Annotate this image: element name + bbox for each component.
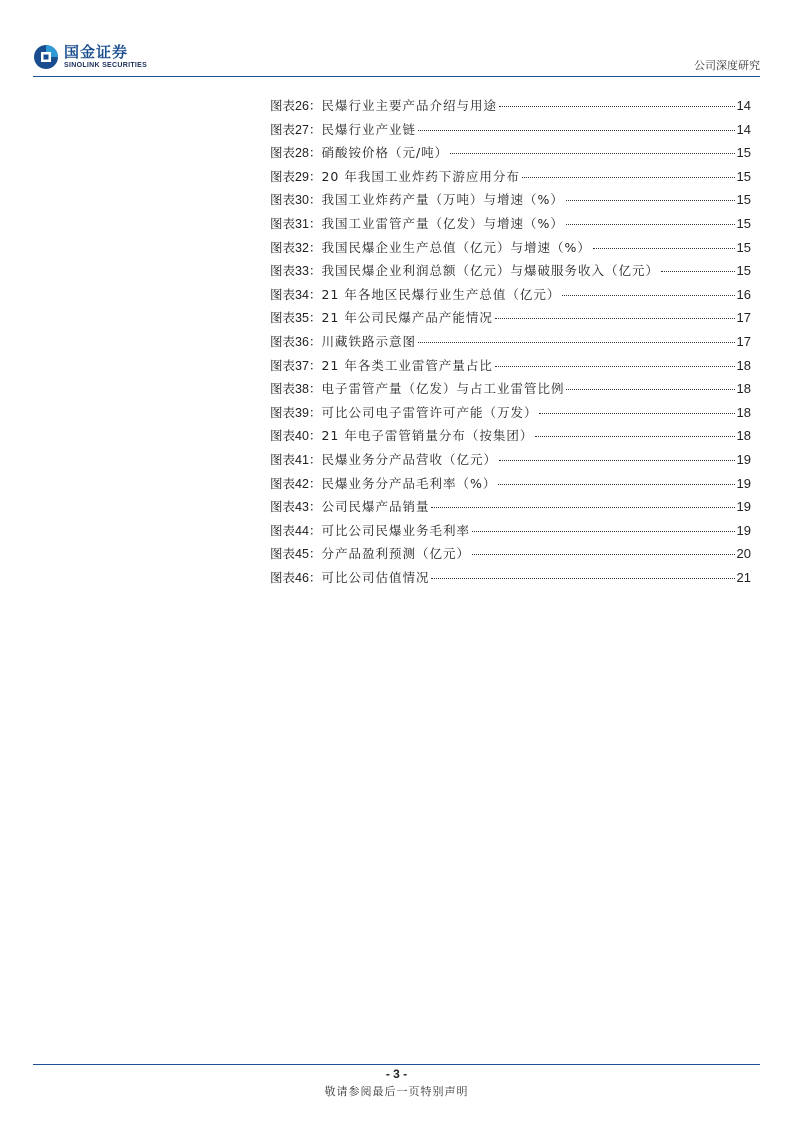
toc-separator: ： — [308, 121, 322, 137]
toc-separator: ： — [308, 263, 322, 279]
toc-title: 20 年我国工业炸药下游应用分布 — [321, 168, 520, 184]
toc-separator: ： — [308, 357, 322, 373]
toc-entry[interactable] — [270, 566, 751, 590]
toc-title: 21 年各类工业雷管产量占比 — [321, 357, 493, 373]
toc-entry[interactable] — [270, 212, 751, 236]
toc-leader-dots — [472, 554, 735, 555]
toc-entry[interactable] — [270, 495, 751, 519]
toc-page-number: 20 — [736, 546, 751, 562]
toc-entry[interactable] — [270, 283, 751, 307]
toc-page-number: 18 — [736, 357, 751, 373]
toc-title: 可比公司民爆业务毛利率 — [321, 522, 470, 538]
toc-leader-dots — [566, 200, 735, 201]
toc-leader-dots — [499, 106, 735, 107]
toc-label: 图表43 — [270, 499, 309, 515]
toc-title: 民爆业务分产品毛利率（%） — [321, 475, 497, 491]
toc-leader-dots — [431, 578, 734, 579]
toc-label: 图表29 — [270, 168, 309, 184]
toc-separator: ： — [308, 215, 322, 231]
toc-label: 图表28 — [270, 145, 309, 161]
toc-page-number: 15 — [736, 145, 751, 161]
toc-title: 我国工业炸药产量（万吨）与增速（%） — [321, 192, 564, 208]
toc-label: 图表40 — [270, 428, 309, 444]
toc-entry[interactable] — [270, 188, 751, 212]
toc-page-number: 18 — [736, 404, 751, 420]
toc-separator: ： — [308, 168, 322, 184]
toc-leader-dots — [499, 460, 735, 461]
toc-page-number: 19 — [736, 475, 751, 491]
toc-page-number: 15 — [736, 239, 751, 255]
toc-page-number: 18 — [736, 381, 751, 397]
toc-separator: ： — [308, 333, 322, 349]
toc-entry[interactable] — [270, 165, 751, 189]
logo-english-name: SINOLINK SECURITIES — [64, 62, 148, 69]
toc-separator: ： — [308, 98, 322, 113]
toc-label: 图表30 — [270, 192, 309, 208]
toc-leader-dots — [472, 531, 735, 532]
toc-label: 图表41 — [270, 451, 309, 467]
toc-leader-dots — [418, 342, 735, 343]
toc-leader-dots — [522, 177, 735, 178]
toc-separator: ： — [308, 428, 322, 444]
toc-title: 民爆业务分产品营收（亿元） — [321, 451, 497, 467]
toc-title: 民爆行业主要产品介绍与用途 — [321, 98, 497, 113]
toc-page-number: 15 — [736, 192, 751, 208]
figure-index-list — [270, 94, 751, 589]
company-logo — [33, 44, 147, 70]
toc-page-number: 16 — [736, 286, 751, 302]
toc-label: 图表34 — [270, 286, 309, 302]
toc-leader-dots — [431, 507, 734, 508]
toc-separator: ： — [308, 310, 322, 326]
toc-page-number: 19 — [736, 451, 751, 467]
toc-leader-dots — [495, 318, 735, 319]
toc-title: 我国民爆企业生产总值（亿元）与增速（%） — [321, 239, 591, 255]
toc-title: 川藏铁路示意图 — [321, 333, 416, 349]
toc-separator: ： — [308, 475, 322, 491]
toc-page-number: 15 — [736, 168, 751, 184]
toc-title: 民爆行业产业链 — [321, 121, 416, 137]
toc-entry[interactable] — [270, 259, 751, 283]
toc-title: 公司民爆产品销量 — [321, 499, 430, 515]
toc-label: 图表26 — [270, 98, 309, 113]
toc-leader-dots — [495, 366, 735, 367]
toc-entry[interactable] — [270, 377, 751, 401]
toc-title: 我国民爆企业利润总额（亿元）与爆破服务收入（亿元） — [321, 263, 659, 279]
toc-leader-dots — [566, 224, 735, 225]
toc-page-number: 17 — [736, 310, 751, 326]
footer-divider — [33, 1064, 760, 1065]
toc-separator: ： — [308, 239, 322, 255]
toc-entry[interactable] — [270, 542, 751, 566]
toc-separator: ： — [308, 145, 322, 161]
toc-page-number: 19 — [736, 522, 751, 538]
toc-separator: ： — [308, 499, 322, 515]
toc-title: 我国工业雷管产量（亿发）与增速（%） — [321, 215, 564, 231]
toc-entry[interactable] — [270, 401, 751, 425]
toc-entry[interactable] — [270, 472, 751, 496]
toc-label: 图表31 — [270, 215, 309, 231]
toc-entry[interactable] — [270, 236, 751, 260]
footer-disclaimer: 敬请参阅最后一页特别声明 — [324, 1085, 469, 1098]
toc-title: 21 年公司民爆产品产能情况 — [321, 310, 493, 326]
toc-label: 图表35 — [270, 310, 309, 326]
toc-page-number: 15 — [736, 215, 751, 231]
toc-title: 硝酸铵价格（元/吨） — [321, 145, 449, 161]
page-header — [33, 44, 760, 76]
toc-page-number: 14 — [736, 121, 751, 137]
page-number: - 3 - — [385, 1067, 408, 1081]
toc-label: 图表38 — [270, 381, 309, 397]
toc-leader-dots — [593, 248, 735, 249]
toc-label: 图表32 — [270, 239, 309, 255]
toc-page-number: 17 — [736, 333, 751, 349]
toc-leader-dots — [498, 484, 734, 485]
toc-label: 图表44 — [270, 522, 309, 538]
toc-entry[interactable] — [270, 424, 751, 448]
toc-separator: ： — [308, 522, 322, 538]
header-divider — [33, 76, 760, 77]
toc-title: 分产品盈利预测（亿元） — [321, 546, 470, 562]
toc-entry[interactable] — [270, 330, 751, 354]
toc-separator: ： — [308, 286, 322, 302]
toc-label: 图表36 — [270, 333, 309, 349]
toc-leader-dots — [418, 130, 735, 131]
toc-page-number: 14 — [736, 98, 751, 113]
toc-entry[interactable] — [270, 448, 751, 472]
toc-page-number: 18 — [736, 428, 751, 444]
toc-title: 电子雷管产量（亿发）与占工业雷管比例 — [321, 381, 565, 397]
logo-chinese-name: 国金证券 — [64, 43, 129, 61]
toc-entry[interactable] — [270, 141, 751, 165]
toc-entry[interactable] — [270, 306, 751, 330]
toc-entry[interactable] — [270, 118, 751, 142]
toc-separator: ： — [308, 451, 322, 467]
toc-title: 可比公司电子雷管许可产能（万发） — [321, 404, 538, 420]
toc-leader-dots — [661, 271, 735, 272]
toc-leader-dots — [539, 413, 734, 414]
toc-leader-dots — [450, 153, 734, 154]
toc-leader-dots — [566, 389, 734, 390]
toc-label: 图表39 — [270, 404, 309, 420]
sinolink-logo-icon — [33, 44, 59, 70]
toc-separator: ： — [308, 546, 322, 562]
toc-title: 可比公司估值情况 — [321, 569, 430, 585]
toc-label: 图表33 — [270, 263, 309, 279]
toc-leader-dots — [562, 295, 734, 296]
toc-page-number: 21 — [736, 569, 751, 585]
toc-label: 图表46 — [270, 569, 309, 585]
toc-leader-dots — [535, 436, 734, 437]
toc-label: 图表27 — [270, 121, 309, 137]
toc-title: 21 年电子雷管销量分布（按集团） — [321, 428, 534, 444]
toc-entry[interactable] — [270, 354, 751, 378]
toc-entry[interactable] — [270, 94, 751, 118]
toc-page-number: 15 — [736, 263, 751, 279]
toc-entry[interactable] — [270, 519, 751, 543]
toc-separator: ： — [308, 192, 322, 208]
toc-label: 图表45 — [270, 546, 309, 562]
toc-label: 图表37 — [270, 357, 309, 373]
document-type: 公司深度研究 — [694, 59, 760, 72]
toc-separator: ： — [308, 404, 322, 420]
toc-page-number: 19 — [736, 499, 751, 515]
toc-label: 图表42 — [270, 475, 309, 491]
toc-separator: ： — [308, 569, 322, 585]
toc-title: 21 年各地区民爆行业生产总值（亿元） — [321, 286, 561, 302]
toc-separator: ： — [308, 381, 322, 397]
